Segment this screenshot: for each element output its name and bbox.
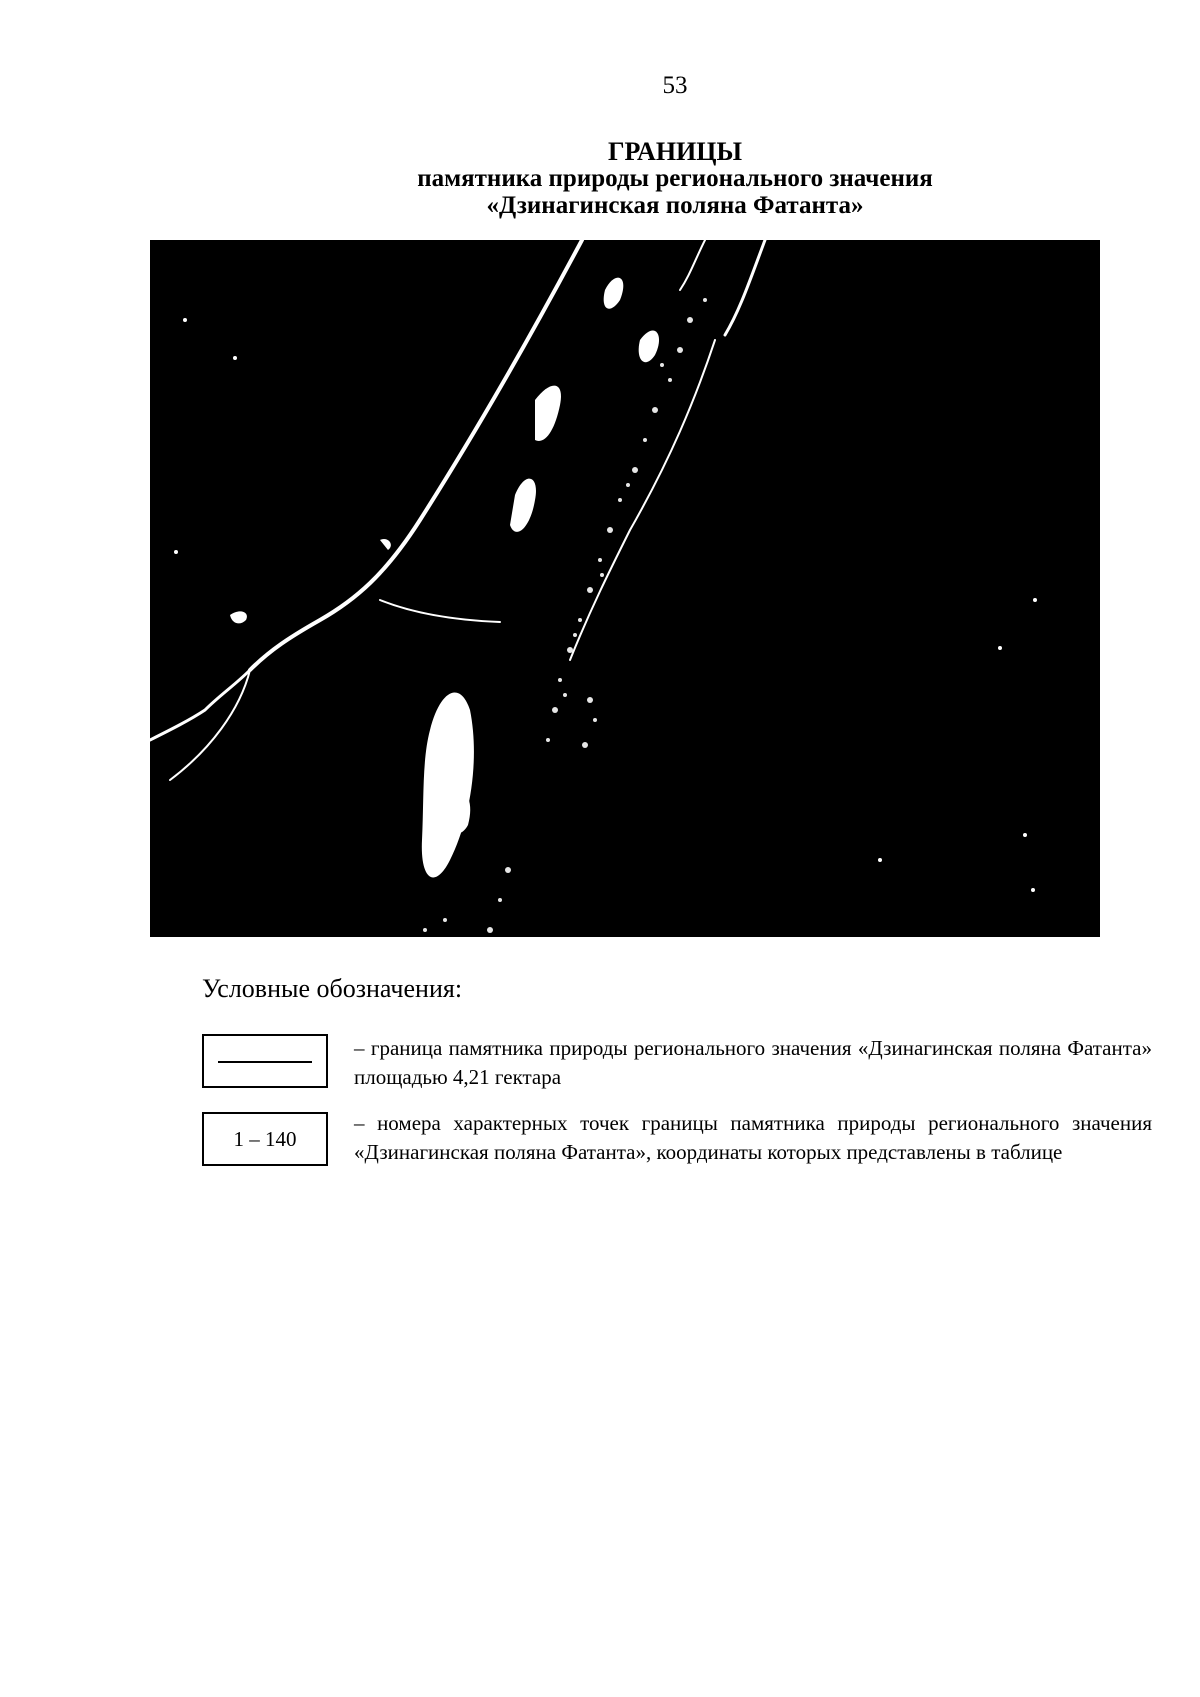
page-number: 53: [662, 72, 688, 99]
legend-item-text: – номера характерных точек границы памятника природы регионального значения «Дзинагинская поляна Фатанта», координаты которых представлены в таблице: [354, 1111, 1152, 1164]
title-line-3: «Дзинагинская поляна Фатанта»: [486, 192, 864, 219]
title-line-1: ГРАНИЦЫ: [607, 137, 743, 166]
legend-item-text: – граница памятника природы регионального значения «Дзинагинская поляна Фатанта» площадью 4,21 гектара: [354, 1036, 1152, 1089]
legend-item-boundary: [202, 1034, 1152, 1094]
legend-symbol-box: [202, 1034, 328, 1088]
page-title: [0, 138, 1200, 219]
map-drawing: [150, 240, 1100, 937]
title-line-2: памятника природы регионального значения: [417, 165, 933, 192]
boundary-line-symbol: [218, 1061, 312, 1063]
legend-symbol-box: [202, 1112, 328, 1166]
legend-symbol-label: 1 – 140: [233, 1127, 297, 1151]
satellite-map-image: [150, 240, 1100, 937]
legend-heading: Условные обозначения:: [202, 974, 463, 1003]
legend-item-points: [202, 1112, 1152, 1212]
